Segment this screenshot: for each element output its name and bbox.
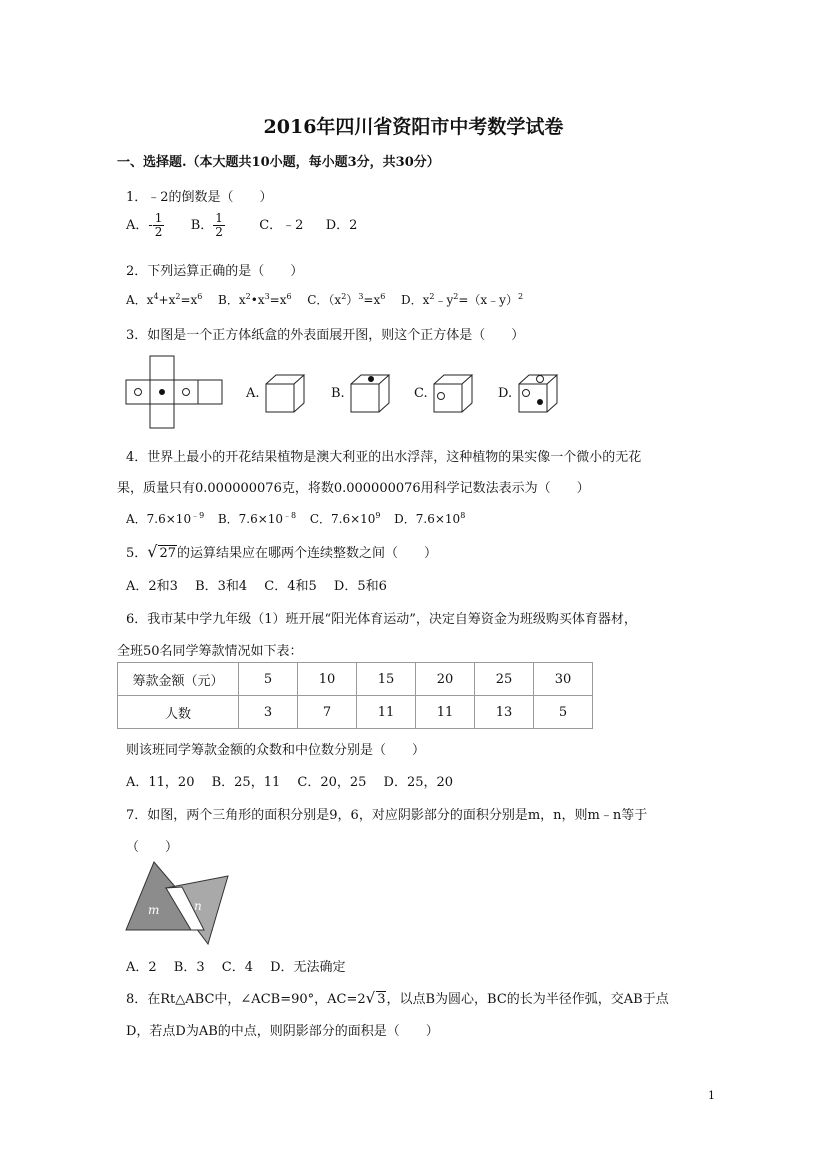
table-cell: 3 xyxy=(239,696,298,729)
q1-option-a-label: A． xyxy=(126,218,149,233)
q4-option-b: B．7.6×10 xyxy=(217,512,284,526)
table-cell: 5 xyxy=(534,696,593,729)
question-2-stem: 2．下列运算正确的是（ ） xyxy=(126,264,304,279)
table-cell: 20 xyxy=(416,663,475,696)
table-cell: 7 xyxy=(298,696,357,729)
table-cell: 25 xyxy=(475,663,534,696)
question-4-line-1: 4．世界上最小的开花结果植物是澳大利亚的出水浮萍，这种植物的果实像一个微小的无花 xyxy=(126,450,642,465)
table-cell: 11 xyxy=(357,696,416,729)
q1-option-a-fraction: $\frac{1}{2}$ xyxy=(154,211,163,239)
question-1-stem: 1．﹣2的倒数是（ ） xyxy=(126,190,273,205)
table-header-amount: 筹款金额（元） xyxy=(118,663,239,696)
q1-option-c: C．﹣2 xyxy=(259,218,304,233)
fundraising-table xyxy=(117,662,593,729)
section-heading: 一、选择题.（本大题共10小题，每小题3分，共30分） xyxy=(117,155,440,170)
table-cell: 11 xyxy=(416,696,475,729)
question-7-options: A．2 B．3 C．4 D．无法确定 xyxy=(126,960,346,975)
q3-option-a-label: A. xyxy=(246,386,260,401)
cube-net-figure xyxy=(120,350,230,430)
q1-option-b-fraction: $\frac{1}{2}$ xyxy=(215,211,223,239)
q4-option-c: C．7.6×10 xyxy=(309,512,376,526)
q1-option-a-sign: - xyxy=(148,218,153,233)
question-7-line-2: （ ） xyxy=(126,840,179,855)
q1-option-d: D．2 xyxy=(325,218,358,233)
question-2-options: A．$x^4+x^2=x^6$ B．$x^2•x^3=x^6$ C．$(x^2)^3=x^6$ D．$x^2﹣y^2=(x﹣y)^2$ xyxy=(126,292,524,307)
label-m: m xyxy=(148,903,160,917)
table-row xyxy=(118,696,593,729)
page-number: 1 xyxy=(708,1089,715,1102)
table-cell: 10 xyxy=(298,663,357,696)
question-8-line-1: 8．在Rt△ABC中，∠ACB=90°，AC=2√ 3，以点B为圆心，BC的长为半径作弧，交AB于点 xyxy=(126,989,669,1007)
q5-radicand: 27 xyxy=(159,546,177,561)
q3-option-d-label: D. xyxy=(498,386,513,401)
question-7-line-1: 7．如图，两个三角形的面积分别是9，6，对应阴影部分的面积分别是m，n，则m﹣n等于 xyxy=(126,808,648,823)
q4-option-d: D．7.6×10 xyxy=(394,512,461,526)
question-6-after: 则该班同学筹款金额的众数和中位数分别是（ ） xyxy=(126,743,426,758)
question-6-options: A．11，20 B．25，11 C．20，25 D．25，20 xyxy=(126,775,454,790)
question-3-stem: 3．如图是一个正方体纸盒的外表面展开图，则这个正方体是（ ） xyxy=(126,328,525,343)
q3-option-b-label: B. xyxy=(331,386,345,401)
triangles-figure xyxy=(124,858,232,948)
q4-option-a: A．7.6×10 xyxy=(126,512,192,526)
cube-option-a xyxy=(262,372,308,416)
question-5-stem: 5．√ 27的运算结果应在哪两个连续整数之间（ ） xyxy=(126,542,438,561)
label-n: n xyxy=(194,899,202,913)
q3-option-c-label: C. xyxy=(414,386,428,401)
question-8-line-2: D，若点D为AB的中点，则阴影部分的面积是（ ） xyxy=(126,1024,439,1039)
question-1-options xyxy=(126,212,357,239)
table-header-count: 人数 xyxy=(118,696,239,729)
table-cell: 15 xyxy=(357,663,416,696)
question-4-line-2: 果，质量只有0.000000076克，将数0.000000076用科学记数法表示为（ ） xyxy=(117,481,590,496)
cube-option-b xyxy=(347,368,393,416)
table-cell: 30 xyxy=(534,663,593,696)
question-4-options: A．$7.6\times 10^{﹣9}$ B．$7.6\times 10^{﹣8}$ C．$7.6\times 10^9$ D．$7.6\times 10^8$ xyxy=(126,511,466,526)
q1-option-b-label: B． xyxy=(190,218,214,233)
table-cell: 13 xyxy=(475,696,534,729)
page-title: 2016年四川省资阳市中考数学试卷 xyxy=(263,116,564,138)
table-row xyxy=(118,663,593,696)
question-6-line-1: 6．我市某中学九年级（1）班开展“阳光体育运动”，决定自筹资金为班级购买体育器材， xyxy=(126,612,637,627)
cube-option-d xyxy=(515,366,561,416)
table-cell: 5 xyxy=(239,663,298,696)
question-6-line-2: 全班50名同学筹款情况如下表： xyxy=(117,644,303,659)
cube-option-c xyxy=(430,372,476,416)
question-5-options: A．2和3 B．3和4 C．4和5 D．5和6 xyxy=(126,579,387,594)
